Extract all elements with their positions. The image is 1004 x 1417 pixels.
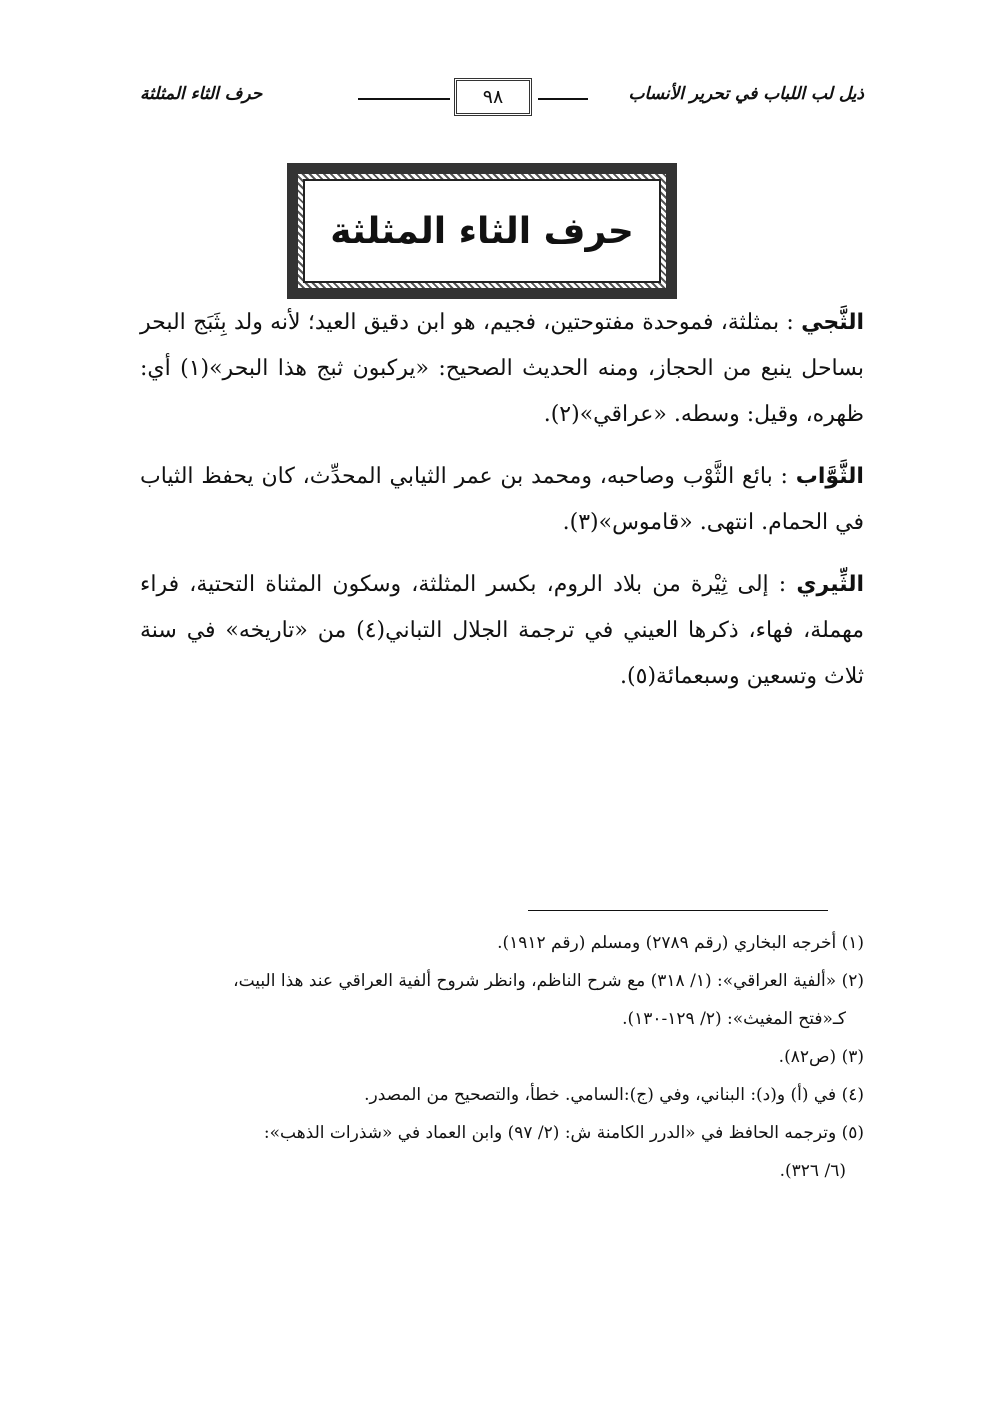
- footnote: (٢) «ألفية العراقي»: (١/ ٣١٨) مع شرح الناظم، وانظر شروح ألفية العراقي عند هذا البيت،: [233, 971, 864, 991]
- page-number: ٩٨: [482, 86, 504, 108]
- chapter-title: حرف الثاء المثلثة: [330, 210, 634, 252]
- footnote: (٤) في (أ) و(د): البناني، وفي (ج):السامي. خطأ، والتصحيح من المصدر.: [364, 1085, 864, 1105]
- header-book-title: ذيل لب اللباب في تحرير الأنساب: [628, 84, 864, 104]
- header-rule-left: [358, 98, 450, 100]
- footnote: (١) أخرجه البخاري (رقم ٢٧٨٩) ومسلم (رقم ١٩١٢).: [497, 933, 864, 953]
- entry-term: الثَّجي: [801, 310, 864, 335]
- entry: [140, 454, 864, 546]
- footnote: (٣) (ص٨٢).: [778, 1047, 864, 1067]
- footnote-continuation: (٦/ ٣٢٦).: [779, 1161, 846, 1181]
- chapter-title-panel: [303, 179, 661, 283]
- footnote-continuation: كـ«فتح المغيث»: (٢/ ١٢٩-١٣٠).: [622, 1009, 846, 1029]
- running-header: [140, 78, 864, 118]
- entry-body: : بائع الثَّوْب وصاحبه، ومحمد بن عمر الثيابي المحدِّث، كان يحفظ الثياب في الحمام. انتهى. «قاموس»(٣).: [140, 464, 864, 535]
- entry-term: الثَّوَّاب: [795, 464, 864, 489]
- header-section-title: حرف الثاء المثلثة: [140, 84, 263, 104]
- entry-term: الثِّيري: [796, 572, 865, 597]
- entry-body: : إلى ثِيْرة من بلاد الروم، بكسر المثلثة، وسكون المثناة التحتية، فراء مهملة، فهاء، ذكرها العيني في ترجمة الجلال التباني(٤) من «تاريخه» في سنة ثلاث وتسعين وسبعمائة(٥).: [140, 572, 864, 689]
- header-rule-right: [538, 98, 588, 100]
- entry: [140, 562, 864, 700]
- footnote-separator: [528, 910, 828, 911]
- footnotes: [140, 924, 864, 1190]
- entry: [140, 300, 864, 438]
- footnote: (٥) وترجمه الحافظ في «الدرر الكامنة ش: (٢/ ٩٧) وابن العماد في «شذرات الذهب»:: [263, 1123, 864, 1143]
- main-text: [140, 300, 864, 716]
- page-number-box: [454, 78, 532, 116]
- entry-body: : بمثلثة، فموحدة مفتوحتين، فجيم، هو ابن دقيق العيد؛ لأنه ولد بِثَبَج البحر بساحل ينبع من الحجاز، ومنه الحديث الصحيح: «يركبون ثبج هذا البحر»(١) أي: ظهره، وقيل: وسطه. «عراقي»(٢).: [140, 310, 864, 427]
- chapter-title-frame: [287, 163, 677, 299]
